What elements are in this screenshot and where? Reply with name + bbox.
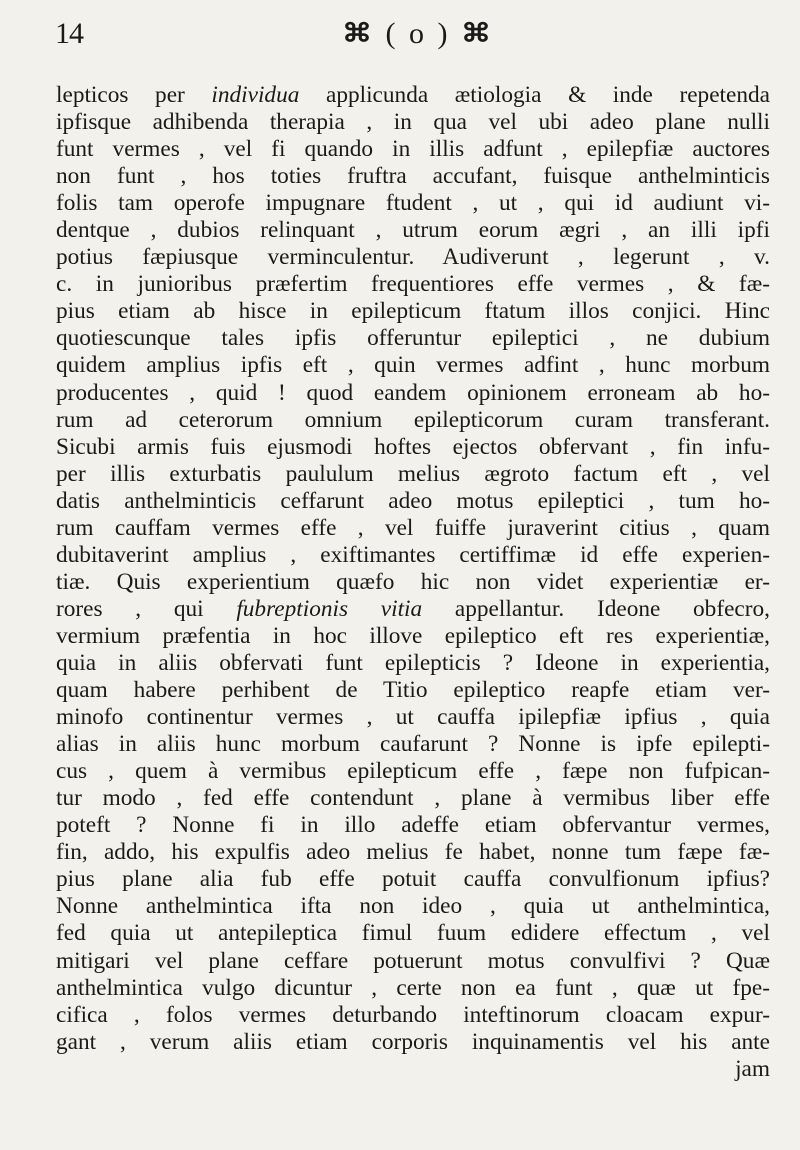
text-line (56, 731, 770, 758)
text-span: jam (735, 1055, 770, 1082)
text-span: rores , qui (56, 595, 237, 622)
fleuron-icon: ⌘ (460, 19, 494, 48)
text-line (56, 948, 770, 975)
text-span: folis tam operofe impugnare ftudent , ut , qui id audiunt vi- (56, 190, 770, 217)
text-line (56, 785, 770, 812)
text-line (56, 975, 770, 1002)
text-line (56, 271, 770, 298)
text-span: appellantur. Ideone obfecro, (422, 595, 770, 622)
text-span: anthelmintica vulgo dicuntur , certe non ea funt , quæ ut fpe- (56, 974, 770, 1001)
page-number: 14 (55, 17, 83, 50)
text-span: dubitaverint amplius , exiftimantes certiffimæ id effe experien- (56, 541, 770, 568)
text-span: pius etiam ab hisce in epilepticum ftatum illos conjici. Hinc (56, 298, 770, 325)
text-line (56, 325, 770, 352)
text-span: vermium præfentia in hoc illove epileptico eft res experientiæ, (56, 622, 770, 649)
body-text (56, 82, 770, 1083)
text-span: quotiescunque tales ipfis offeruntur epileptici , ne dubium (56, 325, 770, 352)
text-line (56, 82, 770, 109)
text-span: tiæ. Quis experientium quæfo hic non videt experientiæ er- (56, 568, 770, 595)
text-line (56, 758, 770, 785)
text-span: quam habere perhibent de Titio epileptico reapfe etiam ver- (56, 677, 770, 704)
text-span: cus , quem à vermibus epilepticum effe , fæpe non fufpican- (56, 758, 770, 785)
text-line (56, 407, 770, 434)
running-head-text: ( o ) (385, 17, 451, 50)
fleuron-icon: ⌘ (342, 19, 375, 48)
text-line (56, 704, 770, 731)
text-span: alias in aliis hunc morbum caufarunt ? Nonne is ipfe epilepti- (56, 731, 770, 758)
text-span: mitigari vel plane ceffare potuerunt motus convulfivi ? Quæ (56, 947, 770, 974)
text-span: producentes , quid ! quod eandem opinionem erroneam ab ho- (56, 379, 770, 406)
text-span: tur modo , fed effe contendunt , plane à vermibus liber effe (56, 785, 770, 812)
text-line (56, 434, 770, 461)
text-line (56, 163, 770, 190)
italic-phrase: individua (211, 82, 300, 108)
text-line (56, 812, 770, 839)
running-head (342, 14, 494, 54)
text-span: non funt , hos toties fruftra accufant, fuisque anthelminticis (56, 163, 770, 190)
text-line (56, 298, 770, 325)
text-line (56, 677, 770, 704)
text-span: gant , verum aliis etiam corporis inquinamentis vel his ante (56, 1028, 770, 1055)
text-line (56, 488, 770, 515)
text-line (56, 244, 770, 271)
text-line (56, 650, 770, 677)
text-span: rum cauffam vermes effe , vel fuiffe juraverint citius , quam (56, 514, 770, 541)
text-span: potius fæpiusque verminculentur. Audiverunt , legerunt , v. (56, 244, 770, 271)
text-line (56, 461, 770, 488)
text-line (56, 136, 770, 163)
text-line (56, 380, 770, 407)
text-span: Sicubi armis fuis ejusmodi hoftes ejectos obfervant , fin infu- (56, 433, 770, 460)
page-header (0, 8, 800, 68)
text-line (56, 542, 770, 569)
text-span: poteft ? Nonne fi in illo adeffe etiam obfervantur vermes, (56, 812, 770, 839)
text-line (56, 569, 770, 596)
text-line (56, 1056, 770, 1083)
text-line (56, 190, 770, 217)
text-line (56, 109, 770, 136)
text-line (56, 866, 770, 893)
text-span: minofo continentur vermes , ut cauffa ipilepfiæ ipfius , quia (56, 704, 770, 731)
text-span: quidem amplius ipfis eft , quin vermes adfint , hunc morbum (56, 352, 770, 379)
text-line (56, 893, 770, 920)
text-line (56, 1029, 770, 1056)
text-span: fin, addo, his expulfis adeo melius fe habet, nonne tum fæpe fæ- (56, 839, 770, 866)
text-span: pius plane alia fub effe potuit cauffa convulfionum ipfius? (56, 866, 770, 893)
text-line (56, 515, 770, 542)
text-line (56, 920, 770, 947)
text-line (56, 352, 770, 379)
text-line (56, 596, 770, 623)
text-span: funt vermes , vel fi quando in illis adfunt , epilepfiæ auctores (56, 136, 770, 163)
italic-phrase: fubreptionis vitia (236, 595, 423, 622)
text-line (56, 839, 770, 866)
text-span: per illis exturbatis paululum melius ægroto factum eft , vel (56, 460, 770, 487)
text-span: fed quia ut antepileptica fimul fuum edidere effectum , vel (56, 920, 770, 947)
text-span: cifica , folos vermes deturbando inteftinorum cloacam expur- (56, 1001, 770, 1028)
text-span: Nonne anthelmintica ifta non ideo , quia ut anthelmintica, (56, 893, 770, 920)
text-line (56, 623, 770, 650)
text-span: dentque , dubios relinquant , utrum eorum ægri , an illi ipfi (56, 217, 770, 244)
text-line (56, 1002, 770, 1029)
text-span: c. in junioribus præfertim frequentiores effe vermes , & fæ- (56, 271, 770, 298)
text-span: quia in aliis obfervati funt epilepticis ? Ideone in experientia, (56, 649, 770, 676)
text-span: lepticos per (56, 82, 212, 108)
text-span: rum ad ceterorum omnium epilepticorum curam transferant. (56, 406, 770, 433)
text-span: applicunda ætiologia & inde repetenda (299, 82, 770, 108)
text-span: datis anthelminticis ceffarunt adeo motus epileptici , tum ho- (56, 487, 770, 514)
text-line (56, 217, 770, 244)
text-span: ipfisque adhibenda therapia , in qua vel ubi adeo plane nulli (56, 109, 770, 136)
